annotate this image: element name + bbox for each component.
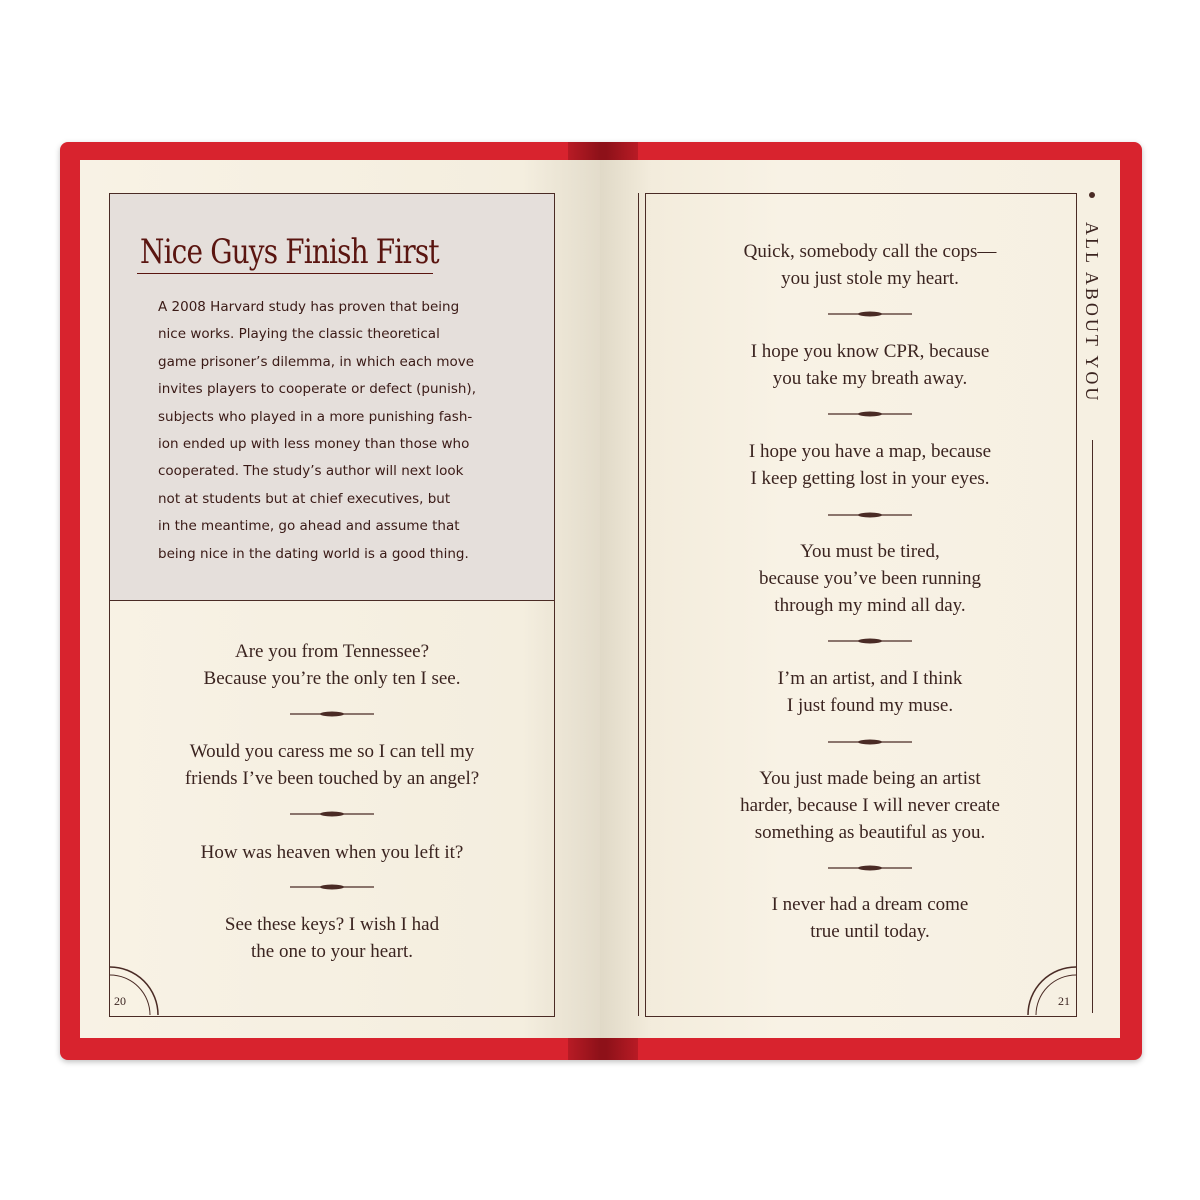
ornament-divider: [828, 411, 912, 417]
pickup-line-text: See these keys? I wish I had: [224, 914, 440, 935]
sidebar-body-line: being nice in the dating world is a good thing.: [158, 545, 469, 562]
pickup-line-text: How was heaven when you left it?: [200, 842, 464, 863]
pickup-line: [645, 238, 1095, 292]
pickup-line-text: Are you from Tennessee?: [234, 641, 430, 662]
pickup-line-text: I keep getting lost in your eyes.: [750, 468, 990, 489]
sidebar-body-line: not at students but at chief executives, but: [158, 490, 451, 507]
sidebar-body: [158, 294, 528, 568]
title-underline: [137, 273, 433, 274]
pickup-line-text: friends I’ve been touched by an angel?: [184, 768, 480, 789]
pickup-line: [645, 665, 1095, 719]
pickup-line: [110, 738, 554, 792]
page-number-right: 21: [1058, 994, 1070, 1008]
pickup-line: [110, 638, 554, 692]
sidebar-body-line: game prisoner’s dilemma, in which each move: [158, 353, 475, 370]
pickup-line-text: Would you caress me so I can tell my: [189, 741, 475, 762]
pickup-line: [645, 891, 1095, 945]
chapter-side-title: ALL ABOUT YOU: [1082, 222, 1102, 404]
pickup-line-text: because you’ve been running: [758, 568, 982, 589]
pickup-line: [110, 839, 554, 866]
sidebar-body-line: ion ended up with less money than those who: [158, 436, 470, 453]
ornament-divider: [290, 884, 374, 890]
ornament-divider: [828, 638, 912, 644]
pickup-line: [645, 338, 1095, 392]
pickup-line: [645, 765, 1095, 846]
pickup-line: [110, 911, 554, 965]
pickup-line-text: the one to your heart.: [251, 941, 413, 962]
pickup-line-text: You must be tired,: [800, 541, 940, 562]
ornament-divider: [828, 311, 912, 317]
pickup-line-text: I just found my muse.: [786, 695, 954, 716]
pickup-line-text: something as beautiful as you.: [754, 822, 986, 843]
side-title-rule: [1092, 440, 1093, 1013]
pickup-line-text: I never had a dream come: [771, 894, 969, 915]
sidebar-body-line: invites players to cooperate or defect (punish),: [158, 381, 476, 398]
ornament-divider: [828, 512, 912, 518]
ornament-divider: [828, 739, 912, 745]
sidebar-body-line: A 2008 Harvard study has proven that being: [158, 299, 460, 315]
sidebar-title: Nice Guys Finish First: [140, 232, 439, 272]
sidebar-body-line: nice works. Playing the classic theoretical: [158, 326, 440, 343]
pickup-line-text: You just made being an artist: [759, 768, 981, 789]
pickup-line: [645, 438, 1095, 492]
sidebar-body-line: subjects who played in a more punishing fash-: [158, 408, 473, 425]
ornament-divider: [290, 811, 374, 817]
pickup-line-text: harder, because I will never create: [740, 795, 1000, 816]
pickup-line-text: I hope you have a map, because: [748, 441, 992, 462]
pickup-line-text: you take my breath away.: [772, 368, 968, 389]
ornament-divider: [828, 865, 912, 871]
sidebar-body-line: in the meantime, go ahead and assume that: [158, 518, 460, 535]
pickup-line-text: I hope you know CPR, because: [750, 341, 990, 362]
pickup-line-text: Quick, somebody call the cops—: [743, 241, 997, 262]
sidebar-divider-rule: [109, 600, 555, 601]
pickup-line-text: you just stole my heart.: [781, 268, 959, 289]
pickup-line-text: I’m an artist, and I think: [777, 668, 963, 689]
pickup-line-text: Because you’re the only ten I see.: [203, 668, 461, 689]
sidebar-body-line: cooperated. The study’s author will next look: [158, 463, 464, 480]
ornament-divider: [290, 711, 374, 717]
pickup-line-text: through my mind all day.: [774, 595, 966, 616]
pickup-line: [645, 538, 1095, 619]
page-number-left: 20: [114, 994, 126, 1008]
pickup-line-text: true until today.: [810, 921, 930, 942]
